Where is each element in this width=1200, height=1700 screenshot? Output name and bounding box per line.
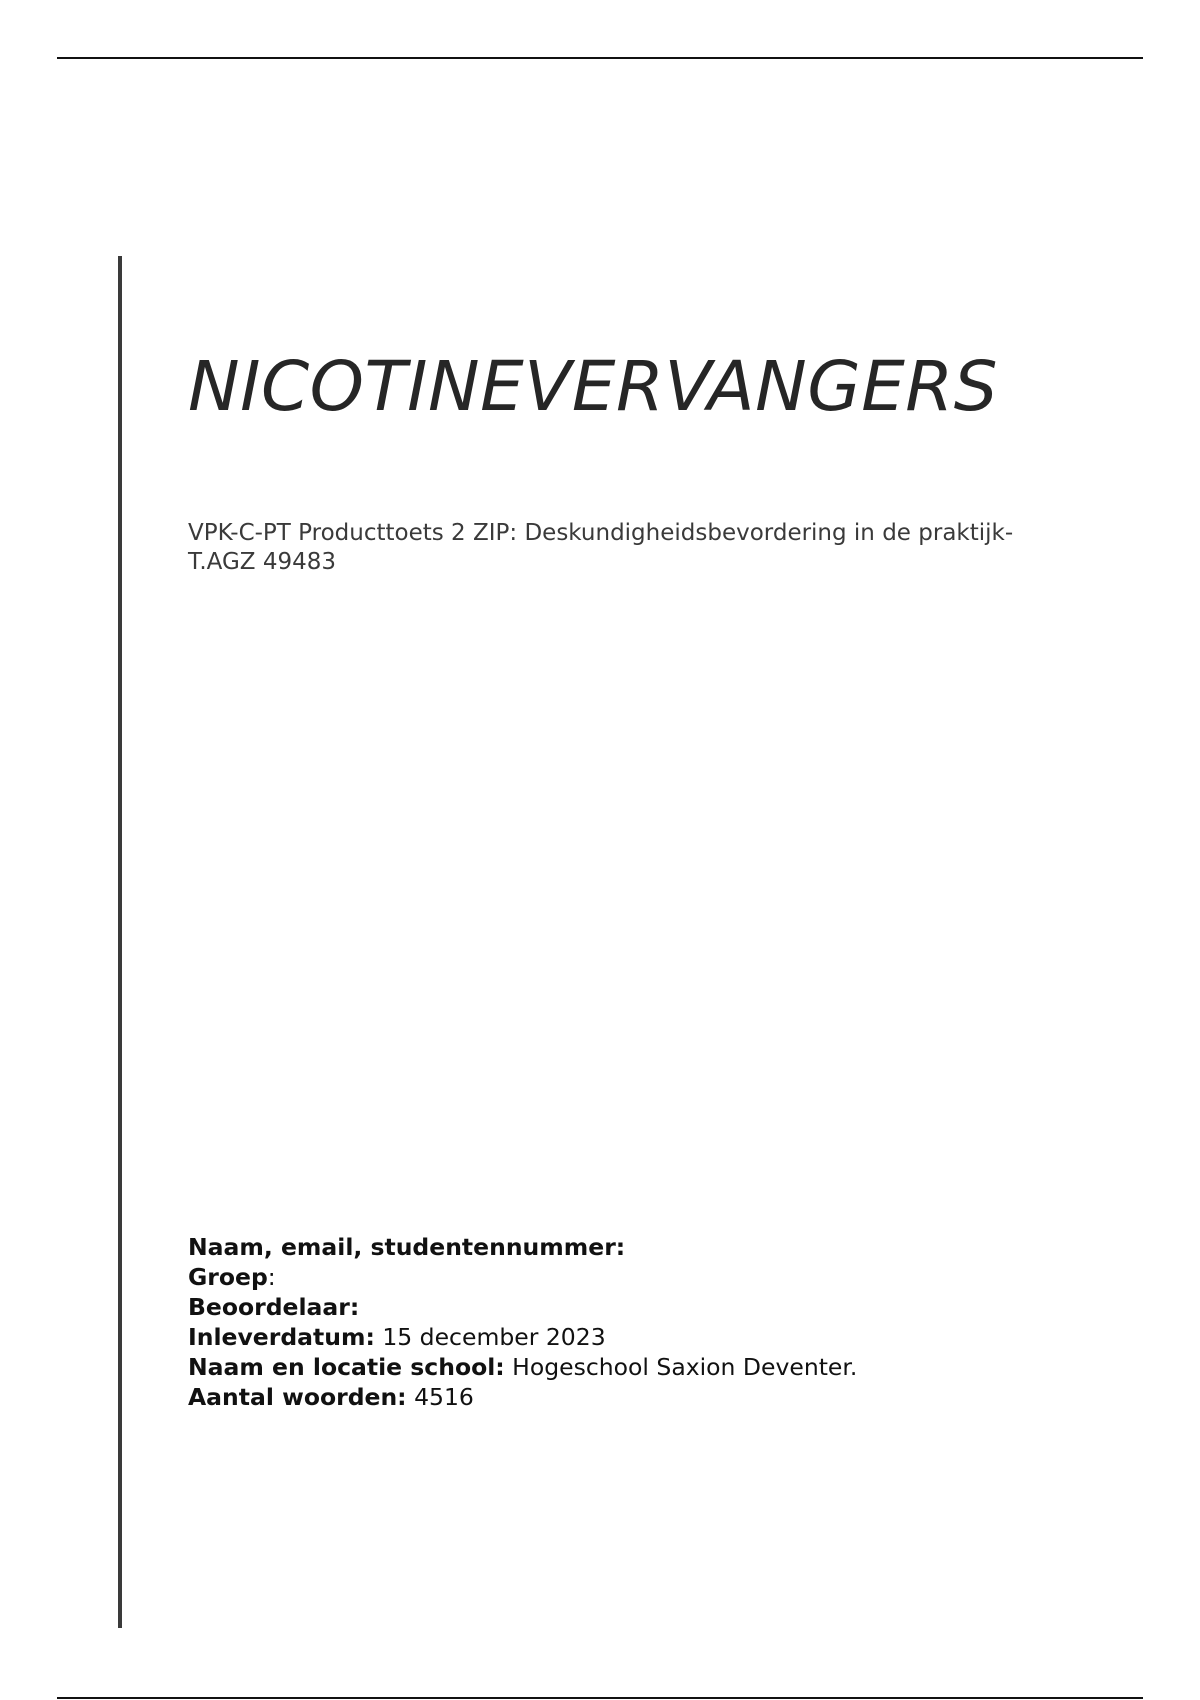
detail-label-word-count: Aantal woorden: <box>188 1383 407 1411</box>
subtitle-line-2: T.AGZ 49483 <box>188 549 337 575</box>
detail-row-word-count <box>188 1382 857 1412</box>
document-subtitle <box>188 519 1088 577</box>
detail-label-school: Naam en locatie school: <box>188 1353 505 1381</box>
detail-row-school <box>188 1352 857 1382</box>
bottom-horizontal-rule <box>57 1697 1143 1699</box>
detail-row-group <box>188 1262 857 1292</box>
detail-suffix-group: : <box>267 1263 276 1291</box>
document-title: NICOTINEVERVANGERS <box>188 347 999 427</box>
detail-label-assessor: Beoordelaar: <box>188 1293 360 1321</box>
detail-label-group: Groep <box>188 1263 268 1291</box>
detail-label-submission-date: Inleverdatum: <box>188 1323 375 1351</box>
detail-row-name <box>188 1232 857 1262</box>
detail-value-word-count: 4516 <box>406 1383 474 1411</box>
detail-value-school: Hogeschool Saxion Deventer. <box>504 1353 858 1381</box>
cover-details <box>188 1232 857 1412</box>
detail-row-assessor <box>188 1292 857 1322</box>
detail-value-submission-date: 15 december 2023 <box>374 1323 606 1351</box>
subtitle-line-1: VPK-C-PT Producttoets 2 ZIP: Deskundigheidsbevordering in de praktijk- <box>188 520 1014 546</box>
left-vertical-accent-bar <box>118 256 122 1628</box>
detail-label-name: Naam, email, studentennummer: <box>188 1233 626 1261</box>
detail-row-submission-date <box>188 1322 857 1352</box>
top-horizontal-rule <box>57 57 1143 59</box>
